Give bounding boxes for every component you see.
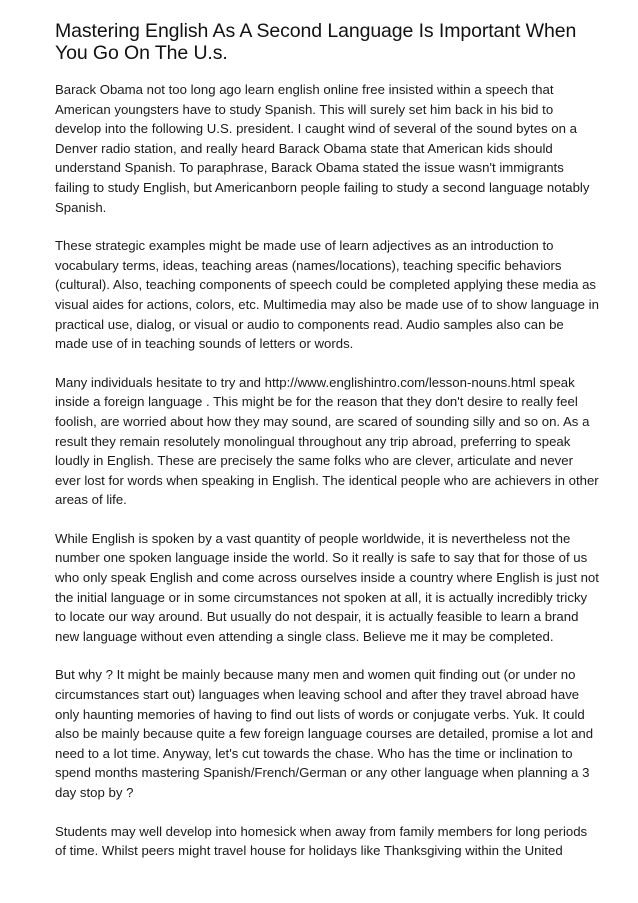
- document-page: [55, 20, 600, 880]
- paragraph-2: These strategic examples might be made use of learn adjectives as an introduction to vocabulary terms, ideas, teaching areas (names/locations), teaching specific behaviors (cultural). Also, teaching components of speech could be completed applying these media as visual aides for actions, colors, etc. Multimedia may also be made use of to show language in practical use, dialog, or visual or audio to components read. Audio samples also can be made use of in teaching sounds of letters or words.: [55, 238, 599, 352]
- paragraph-1: Barack Obama not too long ago learn english online free insisted within a speech that American youngsters have to study Spanish. This will surely set him back in his bid to develop into the following U.S. president. I caught wind of several of the sound bytes on a Denver radio station, and really heard Barack Obama state that American kids should understand Spanish. To paraphrase, Barack Obama stated the issue wasn't immigrants failing to study English, but Americanborn people failing to study a second language notably Spanish.: [55, 82, 590, 215]
- paragraph-4: While English is spoken by a vast quantity of people worldwide, it is nevertheless not the number one spoken language inside the world. So it really is safe to say that for those of us who only speak English and come across ourselves inside a country where English is just not the initial language or in some circumstances not spoken at all, it is actually incredibly tricky to locate our way around. But usually do not despair, it is actually feasible to learn a brand new language without even attending a single class. Believe me it may be completed.: [55, 530, 599, 644]
- paragraph-6: Students may well develop into homesick when away from family members for long periods of time. Whilst peers might travel house for holidays like Thanksgiving within the United: [55, 823, 588, 859]
- document-title: Mastering English As A Second Language Is Important When You Go On The U.s.: [55, 20, 577, 64]
- paragraph-5: But why ? It might be mainly because many men and women quit finding out (or under no circumstances start out) languages when leaving school and after they travel abroad have only haunting memories of having to find out lists of words or conjugate verbs. Yuk. It could also be mainly because quite a few foreign language courses are detailed, promise a lot and need to a lot time. Anyway, let's cut towards the chase. Who has the time or inclination to spend months mastering Spanish/French/German or any other language when planning a 3 day stop by ?: [55, 667, 594, 800]
- paragraph-3: Many individuals hesitate to try and http://www.englishintro.com/lesson-nouns.html speak inside a foreign language . This might be for the reason that they don't desire to really feel foolish, are worried about how they may sound, are scared of sounding silly and so on. As a result they remain resolutely monolingual throughout any trip abroad, preferring to speak loudly in English. These are precisely the same folks who are clever, articulate and never ever lost for words when speaking in English. The identical people who are achievers in other areas of life.: [55, 374, 599, 508]
